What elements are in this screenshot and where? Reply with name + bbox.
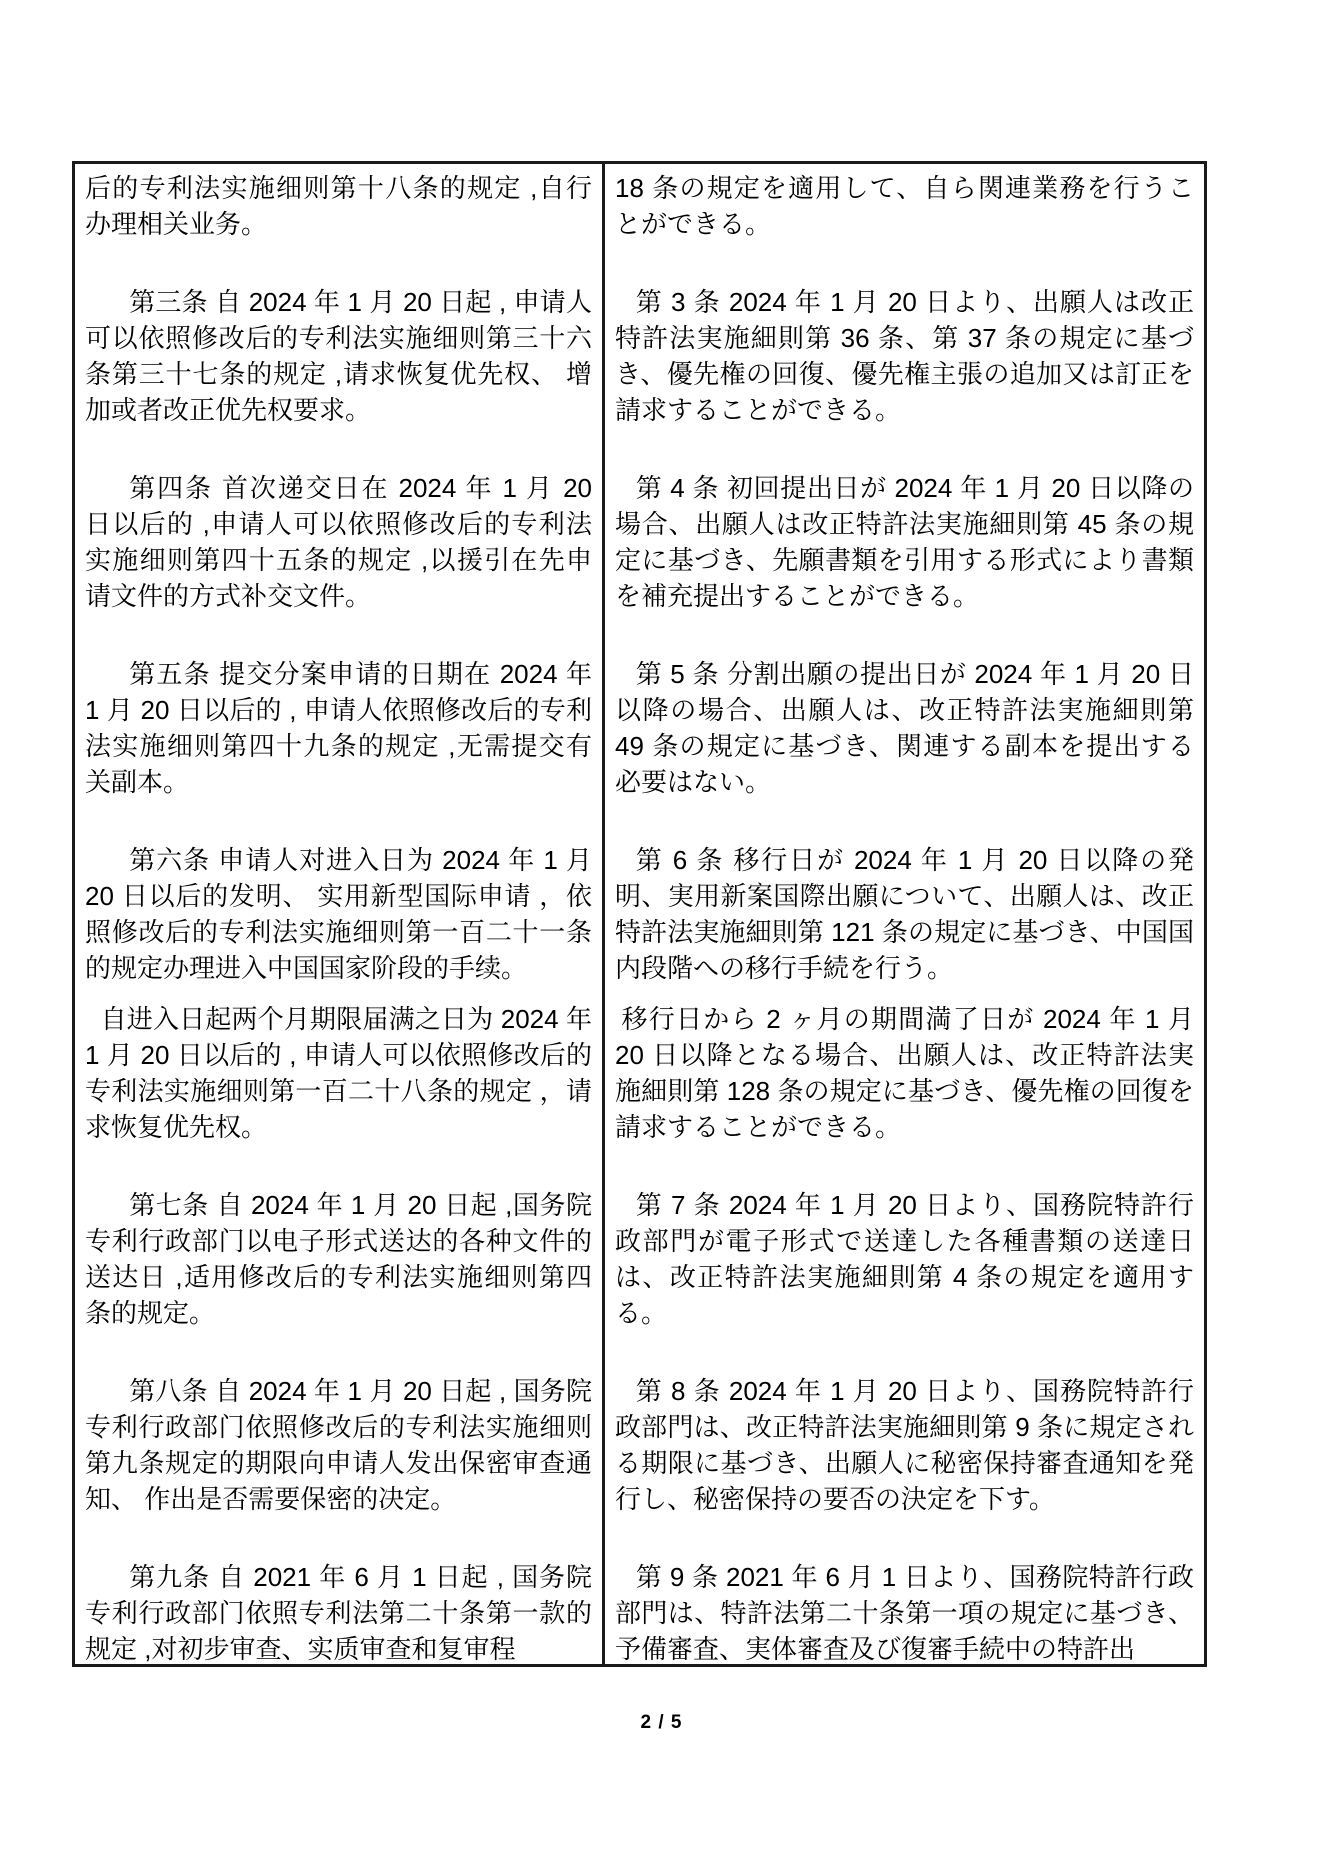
paragraph: 后的专利法实施细则第十八条的规定 ,自行办理相关业务。 <box>85 173 592 239</box>
paragraph: 第 9 条 2021 年 6 月 1 日より、国務院特許行政部門は、特許法第二十条第一項の規定に基づき、予備審査、実体審査及び復審手続中の特許出 <box>615 1562 1194 1664</box>
paragraph: 第八条 自 2024 年 1 月 20 日起 , 国务院专利行政部门依照修改后的专利法实施细则第九条规定的期限向申请人发出保密审查通知、 作出是否需要保密的决定。 <box>85 1376 592 1514</box>
paragraph: 第三条 自 2024 年 1 月 20 日起 , 申请人可以依照修改后的专利法实施细则第三十六条第三十七条的规定 ,请求恢复优先权、 增加或者改正优先权要求。 <box>85 287 592 425</box>
paragraph: 第六条 申请人对进入日为 2024 年 1 月 20 日以后的发明、 实用新型国际申请 ，依照修改后的专利法实施细则第一百二十一条的规定办理进入中国国家阶段的手续。 <box>85 845 592 983</box>
bilingual-provisions-table <box>72 161 1207 1667</box>
table-cell-japanese <box>605 164 1204 1664</box>
paragraph: 第四条 首次递交日在 2024 年 1 月 20 日以后的 ,申请人可以依照修改后的专利法实施细则第四十五条的规定 ,以援引在先申请文件的方式补交文件。 <box>85 473 592 611</box>
paragraph: 自进入日起两个月期限届满之日为 2024 年 1 月 20 日以后的 , 申请人可以依照修改后的专利法实施细则第一百二十八条的规定 ，请求恢复优先权。 <box>85 1004 592 1142</box>
paragraph: 第 4 条 初回提出日が 2024 年 1 月 20 日以降の場合、出願人は改正特許法実施細則第 45 条の規定に基づき、先願書類を引用する形式により書類を補充提出することができる。 <box>615 473 1194 611</box>
paragraph: 第 6 条 移行日が 2024 年 1 月 20 日以降の発明、実用新案国際出願について、出願人は、改正特許法実施細則第 121 条の規定に基づき、中国国内段階への移行手続を行う。 <box>615 845 1194 983</box>
paragraph: 18 条の規定を適用して、自ら関連業務を行うことができる。 <box>615 173 1194 239</box>
table-cell-chinese <box>75 164 605 1664</box>
paragraph: 第五条 提交分案申请的日期在 2024 年 1 月 20 日以后的 , 申请人依照修改后的专利法实施细则第四十九条的规定 ,无需提交有关副本。 <box>85 659 592 797</box>
paragraph: 第七条 自 2024 年 1 月 20 日起 ,国务院专利行政部门以电子形式送达的各种文件的送达日 ,适用修改后的专利法实施细则第四条的规定。 <box>85 1190 592 1328</box>
paragraph: 移行日から 2 ヶ月の期間満了日が 2024 年 1 月 20 日以降となる場合、出願人は、改正特許法実施細則第 128 条の規定に基づき、優先権の回復を請求することができる。 <box>615 1004 1194 1142</box>
paragraph: 第 8 条 2024 年 1 月 20 日より、国務院特許行政部門は、改正特許法実施細則第 9 条に規定される期限に基づき、出願人に秘密保持審査通知を発行し、秘密保持の要否の決定を下す。 <box>615 1376 1194 1514</box>
paragraph: 第 7 条 2024 年 1 月 20 日より、国務院特許行政部門が電子形式で送達した各種書類の送達日は、改正特許法実施細則第 4 条の規定を適用する。 <box>615 1190 1194 1328</box>
paragraph: 第九条 自 2021 年 6 月 1 日起 , 国务院专利行政部门依照专利法第二十条第一款的规定 ,对初步审查、实质审查和复审程 <box>85 1562 592 1664</box>
paragraph: 第 3 条 2024 年 1 月 20 日より、出願人は改正特許法実施細則第 36 条、第 37 条の規定に基づき、優先権の回復、優先権主張の追加又は訂正を請求することができる。 <box>615 287 1194 425</box>
page-number: 2 / 5 <box>640 1712 683 1733</box>
paragraph: 第 5 条 分割出願の提出日が 2024 年 1 月 20 日以降の場合、出願人は、改正特許法実施細則第 49 条の規定に基づき、関連する副本を提出する必要はない。 <box>615 659 1194 797</box>
